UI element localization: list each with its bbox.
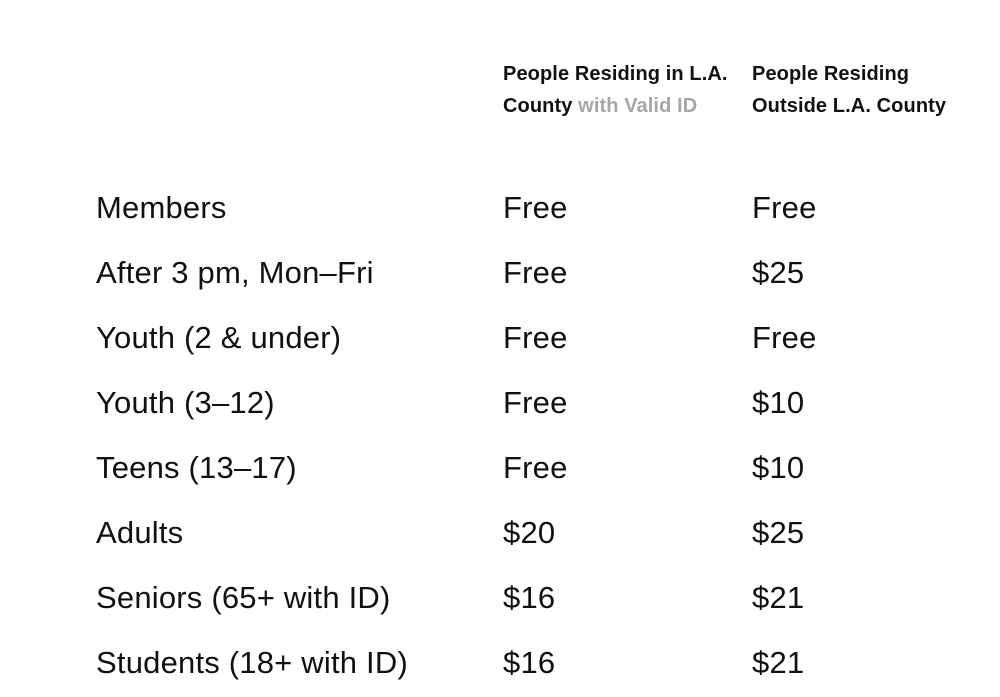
category-cell: Youth (2 & under) xyxy=(96,319,342,355)
column-header-la-county-residents xyxy=(503,58,752,175)
resident-price-cell: $20 xyxy=(503,514,556,550)
resident-price-cell: Free xyxy=(503,449,568,485)
column-header-outside-la-county xyxy=(752,58,986,175)
category-cell: After 3 pm, Mon–Fri xyxy=(96,254,374,290)
category-cell: Adults xyxy=(96,514,184,550)
table-header-row xyxy=(96,58,986,175)
table-row-youth-2-under xyxy=(96,305,986,370)
resident-price-cell: $16 xyxy=(503,644,556,680)
resident-price-cell: Free xyxy=(503,384,568,420)
table-row-members xyxy=(96,175,986,240)
resident-price-cell: Free xyxy=(503,319,568,355)
table-body xyxy=(96,175,986,695)
header-spacer xyxy=(96,58,503,175)
column-header-nonresident-main: People Residing Outside L.A. County xyxy=(752,63,947,117)
category-cell: Youth (3–12) xyxy=(96,384,275,420)
table-row-seniors xyxy=(96,565,986,630)
category-cell: Seniors (65+ with ID) xyxy=(96,579,391,615)
nonresident-price-cell: Free xyxy=(752,319,817,355)
table-row-adults xyxy=(96,500,986,565)
resident-price-cell: $16 xyxy=(503,579,556,615)
nonresident-price-cell: Free xyxy=(752,189,817,225)
table-row-after-3pm xyxy=(96,240,986,305)
table-row-teens xyxy=(96,435,986,500)
category-cell: Students (18+ with ID) xyxy=(96,644,408,680)
category-cell: Members xyxy=(96,189,227,225)
nonresident-price-cell: $21 xyxy=(752,579,805,615)
table-row-students xyxy=(96,630,986,695)
resident-price-cell: Free xyxy=(503,189,568,225)
nonresident-price-cell: $21 xyxy=(752,644,805,680)
column-header-resident-main: People Residing in L.A. County xyxy=(503,63,728,117)
column-header-resident-qualifier: with Valid ID xyxy=(578,95,698,117)
category-cell: Teens (13–17) xyxy=(96,449,297,485)
nonresident-price-cell: $25 xyxy=(752,254,805,290)
nonresident-price-cell: $25 xyxy=(752,514,805,550)
resident-price-cell: Free xyxy=(503,254,568,290)
admission-pricing-table xyxy=(96,58,986,695)
nonresident-price-cell: $10 xyxy=(752,384,805,420)
table-row-youth-3-12 xyxy=(96,370,986,435)
nonresident-price-cell: $10 xyxy=(752,449,805,485)
